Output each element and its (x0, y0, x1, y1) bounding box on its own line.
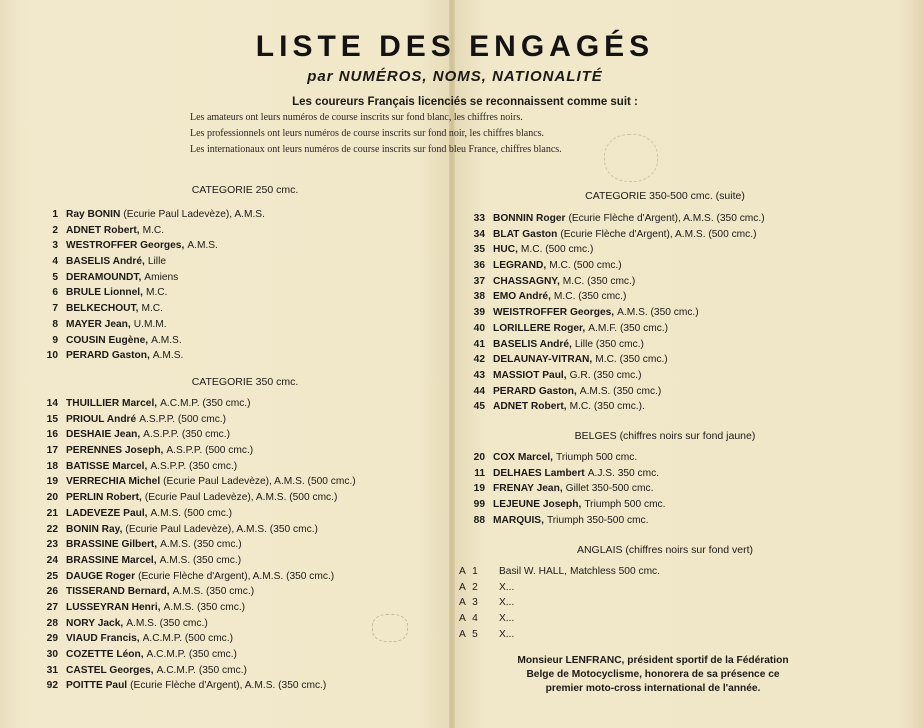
entry-row (459, 481, 665, 497)
entry-info: Amiens (144, 271, 179, 283)
entry-number: 28 (46, 617, 58, 629)
entry-name: BLAT Gaston (493, 228, 558, 240)
entry-name: X... (499, 597, 515, 609)
entry-number: 37 (473, 275, 485, 287)
entry-number: 10 (46, 350, 58, 362)
entry-number: 29 (46, 633, 58, 645)
entry-row (459, 258, 765, 274)
entry-row (459, 368, 765, 384)
entry-row (459, 595, 660, 611)
entry-row (32, 584, 356, 600)
entry-info: (Ecurie Flèche d'Argent), A.M.S. (350 cmc.) (138, 570, 335, 582)
entry-info: M.C. (500 cmc.) (549, 260, 622, 272)
entry-row (32, 285, 265, 301)
footnote (478, 654, 828, 696)
entry-row (32, 569, 356, 585)
entry-row (32, 490, 356, 506)
entry-row (32, 474, 356, 490)
entry-row (32, 427, 356, 443)
entry-number: 7 (52, 303, 58, 315)
entry-row (32, 506, 356, 522)
entry-number: 2 (52, 224, 58, 236)
page-title: LISTE DES ENGAGÉS (255, 30, 655, 63)
entry-name: BRULE Lionnel, (66, 287, 143, 299)
entry-number: 36 (473, 260, 485, 272)
entry-row (32, 254, 265, 270)
entry-info: Triumph 500 cmc. (584, 499, 666, 511)
entry-info: Triumph 350-500 cmc. (546, 514, 649, 526)
entry-info (514, 611, 517, 627)
entry-info: M.C. (500 cmc.) (520, 244, 594, 256)
entry-name: VERRECHIA Michel (66, 476, 161, 488)
entry-name: WESTROFFER Georges, (66, 240, 185, 252)
entry-info (514, 580, 517, 596)
entry-info: M.C. (350 cmc.) (595, 354, 668, 366)
entry-name: DESHAIE Jean, (66, 429, 141, 441)
entry-name: MARQUIS, (493, 514, 544, 526)
entry-info: M.C. (350 cmc.) (562, 275, 636, 287)
entry-name: PERARD Gaston, (493, 385, 577, 397)
entry-number: 88 (473, 514, 485, 526)
entry-number: 44 (473, 385, 485, 397)
entry-number: 11 (474, 467, 485, 479)
entry-number: 30 (46, 649, 58, 660)
entry-number: A 2 (459, 581, 480, 593)
entry-name: Basil W. HALL, (499, 566, 567, 577)
entry-name: DERAMOUNDT, (66, 271, 142, 283)
entry-name: BATISSE Marcel, (66, 460, 148, 472)
entry-row (459, 211, 765, 227)
entry-name: BONNIN Roger (493, 213, 566, 224)
entry-number: 33 (473, 213, 485, 224)
entry-info: A.C.M.P. (350 cmc.) (156, 664, 247, 676)
entry-info: (Ecurie Paul Ladevèze), A.M.S. (500 cmc.) (163, 476, 356, 488)
entry-info: Lille (147, 256, 166, 268)
entry-row (32, 678, 356, 694)
category-250-heading: CATEGORIE 250 cmc. (191, 184, 299, 196)
footnote-line: Monsieur LENFRANC, président sportif de la Fédération (517, 655, 789, 666)
ink-stamp-mark (604, 134, 658, 182)
entry-row (32, 348, 265, 364)
entry-number: 34 (473, 228, 485, 240)
entry-info: A.M.S. (151, 334, 182, 346)
entry-row (459, 611, 660, 627)
entry-row (459, 352, 765, 368)
entry-name: X... (499, 613, 515, 625)
entry-name: VIAUD Francis, (66, 633, 140, 645)
anglais-list (459, 564, 660, 642)
entry-number: 8 (52, 318, 58, 330)
entry-name: BONIN Ray, (66, 523, 123, 535)
entry-number: 39 (473, 307, 485, 319)
entry-info: A.C.M.P. (500 cmc.) (142, 633, 233, 645)
entry-number: 43 (473, 369, 485, 381)
entry-number: 92 (46, 680, 58, 692)
entry-number: 15 (46, 413, 58, 425)
entry-name: COUSIN Eugène, (66, 334, 149, 346)
entry-row (32, 537, 356, 553)
category-350-heading: CATEGORIE 350 cmc. (191, 376, 299, 388)
entry-info: (Ecurie Flèche d'Argent), A.M.S. (350 cmc.) (130, 680, 327, 692)
entry-number: 20 (473, 452, 485, 463)
entry-row (32, 647, 356, 663)
entry-info: A.M.S. (152, 350, 184, 362)
belges-heading: BELGES (chiffres noirs sur fond jaune) (574, 430, 756, 442)
entry-row (459, 513, 665, 529)
entry-info: M.C. (145, 287, 168, 299)
entry-name: Ray BONIN (66, 209, 121, 220)
page-subtitle: par NUMÉROS, NOMS, NATIONALITÉ (307, 68, 603, 85)
entry-name: PERLIN Robert, (66, 492, 142, 504)
entry-info: A.C.M.P. (350 cmc.) (160, 398, 251, 409)
entry-number: 1 (52, 209, 58, 220)
entry-name: ADNET Robert, (493, 401, 567, 413)
entry-name: DAUGE Roger (66, 570, 136, 582)
entry-row (459, 564, 660, 580)
entry-number: 40 (473, 322, 485, 334)
entry-row (32, 223, 265, 239)
page-spine (449, 0, 455, 728)
entry-info: A.J.S. 350 cmc. (587, 467, 660, 479)
category-350-500-heading: CATEGORIE 350-500 cmc. (suite) (585, 190, 745, 202)
entry-row (459, 321, 765, 337)
entry-info: A.M.S. (350 cmc.) (579, 385, 662, 397)
entry-info: (Ecurie Paul Ladevèze), A.M.S. (350 cmc.) (125, 523, 318, 535)
entry-name: WEISTROFFER Georges, (493, 307, 615, 319)
entry-name: BELKECHOUT, (66, 303, 139, 315)
entry-number: 99 (473, 499, 485, 511)
entry-number: 31 (46, 664, 58, 676)
entry-number: 25 (46, 570, 58, 582)
entry-name: CHASSAGNY, (493, 275, 560, 287)
entry-info: A.C.M.P. (350 cmc.) (146, 649, 237, 660)
entry-name: TISSERAND Bernard, (66, 586, 170, 598)
entry-name: BASELIS André, (493, 338, 572, 350)
footnote-line: Belge de Motocyclisme, honorera de sa présence ce (526, 669, 780, 680)
entry-row (32, 459, 356, 475)
entry-info: A.S.P.P. (500 cmc.) (166, 445, 254, 457)
entry-number: 35 (473, 244, 485, 256)
entry-number: 4 (52, 256, 58, 268)
entry-number: A 5 (459, 628, 480, 640)
entry-info: A.M.S. (350 cmc.) (126, 617, 208, 629)
entry-name: LORILLERE Roger, (493, 322, 586, 334)
entry-number: 3 (52, 240, 58, 252)
entry-info: M.C. (350 cmc.) (553, 291, 627, 303)
entry-number: 18 (46, 460, 58, 472)
entry-number: 19 (46, 476, 58, 488)
entry-row (32, 631, 356, 647)
entry-info: A.M.S. (350 cmc.) (159, 554, 242, 566)
entry-info: (Ecurie Paul Ladevèze), A.M.S. (123, 209, 265, 220)
entry-name: PERENNES Joseph, (66, 445, 164, 457)
entry-number: 9 (52, 334, 58, 346)
entry-row (459, 242, 765, 258)
entry-number: 38 (473, 291, 485, 303)
entry-name: EMO André, (493, 291, 551, 303)
entry-info: Matchless 500 cmc. (569, 566, 660, 577)
entry-number: 5 (52, 271, 58, 283)
entry-number: 20 (46, 492, 58, 504)
entry-info: A.S.P.P. (500 cmc.) (139, 413, 227, 425)
entry-name: DELAUNAY-VITRAN, (493, 354, 593, 366)
entry-row (459, 227, 765, 243)
entry-info: M.C. (350 cmc.). (569, 401, 645, 413)
entry-info: A.M.S. (350 cmc.) (160, 539, 242, 551)
entry-name: LADEVEZE Paul, (66, 507, 148, 519)
entry-number: 19 (473, 483, 485, 495)
entry-info: Gillet 350-500 cmc. (565, 483, 654, 495)
category-350-list (32, 396, 356, 694)
entry-row (459, 384, 765, 400)
entry-row (32, 238, 265, 254)
entry-row (32, 600, 356, 616)
ink-stamp-mark (372, 614, 408, 642)
entry-info: Triumph 500 cmc. (556, 452, 638, 463)
entry-number: 16 (46, 429, 58, 441)
entry-name: LUSSEYRAN Henri, (66, 601, 161, 613)
entry-name: POITTE Paul (66, 680, 128, 692)
entry-number: A 3 (459, 597, 480, 609)
entry-info: M.C. (141, 303, 163, 315)
entry-info: A.M.S. (350 cmc.) (617, 307, 699, 319)
intro-line-amateurs: Les amateurs ont leurs numéros de course inscrits sur fond blanc, les chiffres noirs. (190, 112, 523, 123)
entry-row (459, 466, 665, 482)
entry-info: M.C. (142, 224, 165, 236)
belges-list (459, 450, 665, 528)
entry-number: 22 (46, 523, 58, 535)
entry-number: 23 (46, 539, 58, 551)
entry-row (32, 333, 265, 349)
intro-line-internationaux: Les internationaux ont leurs numéros de course inscrits sur fond bleu France, chiffres blancs. (190, 144, 562, 155)
entry-info: A.S.P.P. (350 cmc.) (143, 429, 230, 441)
entry-number: 42 (473, 354, 485, 366)
entry-number: 45 (473, 401, 485, 413)
entry-info: A.M.S. (350 cmc.) (172, 586, 255, 598)
entry-info: A.M.F. (350 cmc.) (588, 322, 669, 334)
entry-name: COZETTE Léon, (66, 649, 144, 660)
entry-number: 6 (52, 287, 58, 299)
entry-name: BRASSINE Marcel, (66, 554, 157, 566)
entry-row (459, 497, 665, 513)
entry-name: X... (499, 628, 515, 640)
entry-info: G.R. (350 cmc.) (569, 369, 642, 381)
entry-info: Lille (350 cmc.) (574, 338, 644, 350)
entry-number: 41 (473, 338, 485, 350)
entry-row (459, 450, 665, 466)
entry-name: MASSIOT Paul, (493, 369, 567, 381)
entry-row (459, 274, 765, 290)
entry-name: FRENAY Jean, (493, 483, 563, 495)
entry-row (32, 663, 356, 679)
entry-info (514, 595, 517, 611)
entry-row (32, 301, 265, 317)
entry-name: PRIOUL André (66, 413, 137, 425)
entry-row (32, 443, 356, 459)
category-350-500-list (459, 211, 765, 415)
entry-row (459, 399, 765, 415)
entry-number: 17 (46, 445, 58, 457)
entry-name: DELHAES Lambert (493, 467, 585, 479)
entry-row (32, 616, 356, 632)
entry-name: CASTEL Georges, (66, 664, 154, 676)
entry-row (459, 627, 660, 643)
entry-info: A.S.P.P. (350 cmc.) (150, 460, 238, 472)
intro-lead: Les coureurs Français licenciés se reconnaissent comme suit : (292, 96, 638, 108)
entry-row (459, 289, 765, 305)
entry-name: LEJEUNE Joseph, (493, 499, 582, 511)
entry-name: THUILLIER Marcel, (66, 398, 158, 409)
entry-info: A.M.S. (350 cmc.) (163, 601, 246, 613)
entry-row (32, 412, 356, 428)
entry-row (32, 396, 356, 412)
entry-row (32, 270, 265, 286)
entry-number: 27 (46, 601, 58, 613)
entry-info: A.M.S. (187, 240, 218, 252)
entry-number: 24 (46, 554, 58, 566)
intro-line-professionnels: Les professionnels ont leurs numéros de course inscrits sur fond noir, les chiffres blancs. (190, 128, 545, 139)
entry-row (32, 553, 356, 569)
entry-row (32, 522, 356, 538)
entry-name: BASELIS André, (66, 256, 145, 268)
entry-row (32, 207, 265, 223)
entry-name: NORY Jack, (66, 617, 124, 629)
entry-number: 14 (46, 398, 58, 409)
entry-info (514, 627, 517, 643)
entry-row (32, 317, 265, 333)
entry-name: MAYER Jean, (66, 318, 131, 330)
entry-number: 26 (46, 586, 58, 598)
entry-row (459, 337, 765, 353)
entry-info: A.M.S. (500 cmc.) (150, 507, 233, 519)
entry-info: U.M.M. (133, 318, 167, 330)
entry-row (459, 305, 765, 321)
footnote-line: premier moto-cross international de l'année. (545, 683, 761, 694)
entry-number: 21 (46, 507, 58, 519)
entry-name: X... (499, 581, 515, 593)
anglais-heading: ANGLAIS (chiffres noirs sur fond vert) (576, 544, 754, 556)
entry-name: HUC, (493, 244, 518, 256)
entry-info: (Ecurie Paul Ladevèze), A.M.S. (500 cmc.) (144, 492, 338, 504)
category-250-list (32, 207, 265, 364)
entry-name: BRASSINE Gilbert, (66, 539, 158, 551)
entry-name: COX Marcel, (493, 452, 554, 463)
entry-info: (Ecurie Flèche d'Argent), A.M.S. (350 cmc.) (568, 213, 765, 224)
entry-name: PERARD Gaston, (66, 350, 150, 362)
entry-name: LEGRAND, (493, 260, 547, 272)
entry-number: A 1 (459, 566, 480, 577)
entry-info: (Ecurie Flèche d'Argent), A.M.S. (500 cmc.) (560, 228, 757, 240)
entry-row (459, 580, 660, 596)
entry-number: A 4 (459, 613, 480, 625)
entry-name: ADNET Robert, (66, 224, 140, 236)
